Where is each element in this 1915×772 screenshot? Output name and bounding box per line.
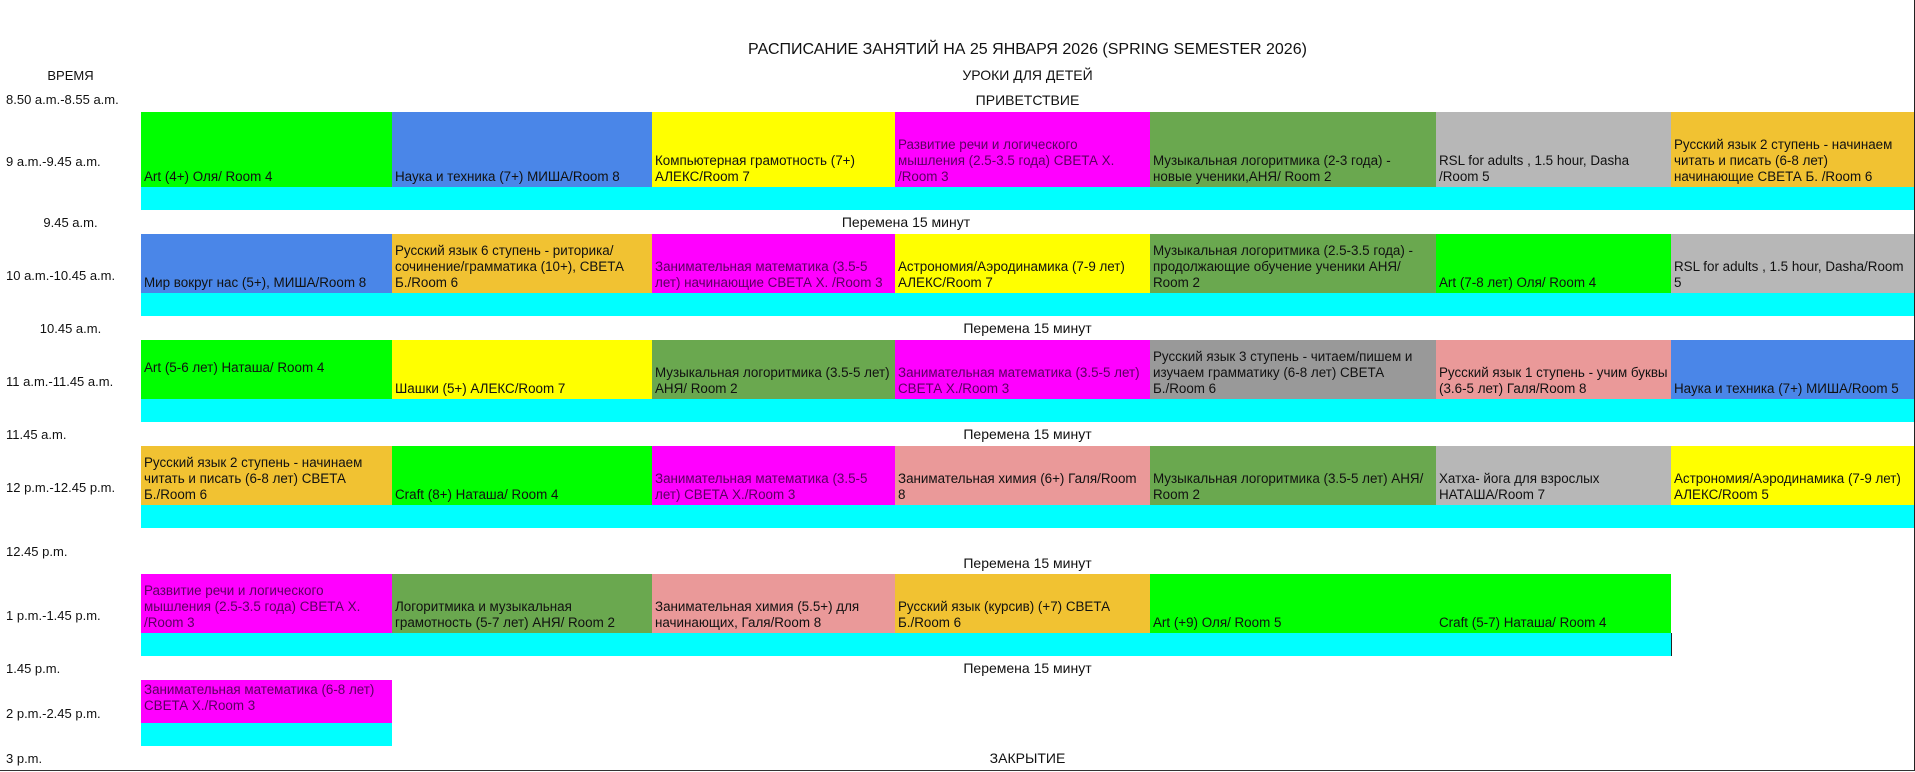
lesson-cell[interactable] xyxy=(392,446,653,506)
cyan-subcell xyxy=(141,399,393,423)
lesson-text: Art (+9) Оля/ Room 5 xyxy=(1153,615,1282,630)
lesson-cell[interactable] xyxy=(1436,112,1672,188)
cyan-subcell xyxy=(1436,633,1672,657)
cyan-subcell xyxy=(895,633,1151,657)
lesson-text: Музыкальная логоритмика (2-3 года) - новые ученики,АНЯ/ Room 2 xyxy=(1153,153,1391,184)
lesson-cell[interactable] xyxy=(1671,446,1915,506)
lesson-cell[interactable] xyxy=(1436,446,1672,506)
lesson-text: Русский язык 2 ступень - начинаем читать и писать (6-8 лет) СВЕТА Б./Room 6 xyxy=(144,455,363,502)
lesson-text: Музыкальная логоритмика (3.5-5 лет) АНЯ/ Room 2 xyxy=(1153,471,1424,502)
lesson-cell[interactable] xyxy=(141,680,393,724)
time-cell: 3 p.m. xyxy=(0,746,142,771)
cyan-subcell xyxy=(1436,505,1672,529)
cyan-subcell xyxy=(895,399,1151,423)
lesson-text: Наука и техника (7+) МИША/Room 8 xyxy=(395,169,620,184)
time-cell: 11.45 a.m. xyxy=(0,422,142,447)
cyan-subcell xyxy=(141,187,393,211)
lesson-text: Музыкальная логоритмика (3.5-5 лет) АНЯ/ Room 2 xyxy=(655,365,890,396)
closing-banner: ЗАКРЫТИЕ xyxy=(141,746,1915,771)
lesson-cell[interactable] xyxy=(895,446,1151,506)
lesson-text: Русский язык 3 ступень - читаем/пишем и изучаем грамматику (6-8 лет) СВЕТА Б./Room 6 xyxy=(1153,349,1413,396)
time-cell: 1.45 p.m. xyxy=(0,656,142,681)
cyan-subcell xyxy=(1671,293,1915,317)
lesson-cell[interactable] xyxy=(141,446,393,506)
cyan-subcell xyxy=(1671,187,1915,211)
cyan-subcell xyxy=(141,633,393,657)
lesson-cell[interactable] xyxy=(392,340,653,400)
title-text: РАСПИСАНИЕ ЗАНЯТИЙ НА 25 ЯНВАРЯ 2026 (SPRING SEMESTER 2026) xyxy=(748,41,1307,58)
cyan-subcell xyxy=(141,505,393,529)
cyan-subcell xyxy=(392,293,653,317)
lesson-cell[interactable] xyxy=(895,574,1151,634)
section-header: УРОКИ ДЛЯ ДЕТЕЙ xyxy=(141,63,1915,88)
empty-cell xyxy=(1671,574,1915,657)
empty-cell xyxy=(392,680,1915,747)
lesson-text: Art (5-6 лет) Наташа/ Room 4 xyxy=(144,360,325,375)
lesson-cell[interactable] xyxy=(1671,112,1915,188)
lesson-cell[interactable] xyxy=(1436,234,1672,294)
lesson-cell[interactable] xyxy=(141,234,393,294)
cyan-subcell xyxy=(652,293,896,317)
time-cell: 10.45 a.m. xyxy=(0,316,142,341)
cyan-subcell xyxy=(1150,505,1437,529)
empty-cell xyxy=(1671,210,1915,235)
cyan-subcell xyxy=(392,187,653,211)
lesson-text: Развитие речи и логического мышления (2.5-3.5 года) СВЕТА Х. /Room 3 xyxy=(144,583,361,630)
break-banner: Перемена 15 минут xyxy=(141,210,1672,235)
lesson-text: Занимательная химия (6+) Галя/Room 8 xyxy=(898,471,1137,502)
time-cell: 12 p.m.-12.45 p.m. xyxy=(0,446,142,529)
lesson-cell[interactable] xyxy=(141,340,393,400)
lesson-text: Занимательная математика (3.5-5 лет) СВЕТА Х./Room 3 xyxy=(655,471,868,502)
lesson-text: Шашки (5+) АЛЕКС/Room 7 xyxy=(395,381,566,396)
cyan-subcell xyxy=(652,505,896,529)
cyan-subcell xyxy=(392,399,653,423)
corner-cell xyxy=(0,0,142,64)
lesson-cell[interactable] xyxy=(1150,234,1437,294)
lesson-text: Занимательная математика (3.5-5 лет) начинающие СВЕТА Х. /Room 3 xyxy=(655,259,883,290)
lesson-cell[interactable] xyxy=(895,112,1151,188)
time-cell: 12.45 p.m. xyxy=(0,528,142,575)
cyan-subcell xyxy=(141,723,393,747)
lesson-text: Астрономия/Аэродинамика (7-9 лет) АЛЕКС/Room 7 xyxy=(898,259,1125,290)
lesson-cell[interactable] xyxy=(895,340,1151,400)
lesson-cell[interactable] xyxy=(392,574,653,634)
break-banner: Перемена 15 минут xyxy=(141,422,1915,447)
lesson-text: Art (4+) Оля/ Room 4 xyxy=(144,169,273,184)
cyan-subcell xyxy=(895,505,1151,529)
lesson-cell[interactable] xyxy=(1671,234,1915,294)
cyan-subcell xyxy=(1436,187,1672,211)
cyan-subcell xyxy=(652,399,896,423)
lesson-text: Русский язык (курсив) (+7) СВЕТА Б./Room 6 xyxy=(898,599,1111,630)
time-cell: 11 a.m.-11.45 a.m. xyxy=(0,340,142,423)
lesson-cell[interactable] xyxy=(1436,574,1672,634)
lesson-cell[interactable] xyxy=(652,340,896,400)
cyan-subcell xyxy=(1150,187,1437,211)
cyan-subcell xyxy=(1671,399,1915,423)
lesson-cell[interactable] xyxy=(1436,340,1672,400)
cyan-subcell xyxy=(1150,293,1437,317)
lesson-cell[interactable] xyxy=(895,234,1151,294)
lesson-text: Занимательная химия (5.5+) для начинающих, Галя/Room 8 xyxy=(655,599,860,630)
lesson-text: Логоритмика и музыкальная грамотность (5-7 лет) АНЯ/ Room 2 xyxy=(395,599,615,630)
lesson-cell[interactable] xyxy=(141,112,393,188)
break-banner: Перемена 15 минут xyxy=(141,528,1915,575)
time-cell: 9.45 a.m. xyxy=(0,210,142,235)
lesson-text: Развитие речи и логического мышления (2.5-3.5 года) СВЕТА Х. /Room 3 xyxy=(898,137,1115,184)
welcome-banner: ПРИВЕТСТВИЕ xyxy=(141,87,1915,113)
lesson-cell[interactable] xyxy=(1150,112,1437,188)
lesson-cell[interactable] xyxy=(392,112,653,188)
lesson-text: Наука и техника (7+) МИША/Room 5 xyxy=(1674,381,1899,396)
cyan-subcell xyxy=(392,505,653,529)
lesson-cell[interactable] xyxy=(652,446,896,506)
lesson-text: RSL for adults , 1.5 hour, Dasha /Room 5 xyxy=(1439,153,1630,184)
lesson-text: Хатха- йога для взрослых НАТАША/Room 7 xyxy=(1439,471,1600,502)
break-banner: Перемена 15 минут xyxy=(141,316,1915,341)
time-cell: 10 a.m.-10.45 a.m. xyxy=(0,234,142,317)
lesson-text: Craft (5-7) Наташа/ Room 4 xyxy=(1439,615,1607,630)
cyan-subcell xyxy=(141,293,393,317)
lesson-text: Музыкальная логоритмика (2.5-3.5 года) - продолжающие обучение ученики АНЯ/ Room 2 xyxy=(1153,243,1413,290)
cyan-subcell xyxy=(392,633,653,657)
cyan-subcell xyxy=(1150,633,1437,657)
lesson-text: Мир вокруг нас (5+), МИША/Room 8 xyxy=(144,275,367,290)
lesson-cell[interactable] xyxy=(141,574,393,634)
lesson-text: Компьютерная грамотность (7+) АЛЕКС/Room 7 xyxy=(655,153,855,184)
cyan-subcell xyxy=(895,293,1151,317)
lesson-text: Русский язык 1 ступень - учим буквы (3.6-5 лет) Галя/Room 8 xyxy=(1439,365,1668,396)
lesson-cell[interactable] xyxy=(392,234,653,294)
lesson-cell[interactable] xyxy=(652,574,896,634)
lesson-text: Art (7-8 лет) Оля/ Room 4 xyxy=(1439,275,1597,290)
cyan-subcell xyxy=(1150,399,1437,423)
break-banner: Перемена 15 минут xyxy=(141,656,1915,681)
time-cell: 2 p.m.-2.45 p.m. xyxy=(0,680,142,747)
lesson-text: Русский язык 6 ступень - риторика/сочинение/грамматика (10+), СВЕТА Б./Room 6 xyxy=(395,243,624,290)
cyan-subcell xyxy=(652,187,896,211)
lesson-text: Астрономия/Аэродинамика (7-9 лет) АЛЕКС/Room 5 xyxy=(1674,471,1901,502)
lesson-text: Занимательная математика (6-8 лет) СВЕТА Х./Room 3 xyxy=(144,682,375,713)
lesson-text: Занимательная математика (3.5-5 лет) СВЕТА Х./Room 3 xyxy=(898,365,1140,396)
time-cell: 8.50 a.m.-8.55 a.m. xyxy=(0,87,142,113)
cyan-subcell xyxy=(1671,505,1915,529)
time-column-header: ВРЕМЯ xyxy=(0,63,142,88)
cyan-subcell xyxy=(1436,399,1672,423)
lesson-cell[interactable] xyxy=(652,112,896,188)
cyan-subcell xyxy=(1436,293,1672,317)
time-cell: 9 a.m.-9.45 a.m. xyxy=(0,112,142,211)
lesson-text: Русский язык 2 ступень - начинаем читать и писать (6-8 лет) начинающие СВЕТА Б. /Room 6 xyxy=(1674,137,1893,184)
page-title xyxy=(141,0,1915,64)
lesson-text: RSL for adults , 1.5 hour, Dasha/Room 5 xyxy=(1674,259,1904,290)
cyan-subcell xyxy=(895,187,1151,211)
time-cell: 1 p.m.-1.45 p.m. xyxy=(0,574,142,657)
lesson-cell[interactable] xyxy=(1671,340,1915,400)
lesson-cell[interactable] xyxy=(1150,446,1437,506)
lesson-cell[interactable] xyxy=(1150,340,1437,400)
lesson-cell[interactable] xyxy=(1150,574,1437,634)
lesson-text: Craft (8+) Наташа/ Room 4 xyxy=(395,487,559,502)
cyan-subcell xyxy=(652,633,896,657)
lesson-cell[interactable] xyxy=(652,234,896,294)
